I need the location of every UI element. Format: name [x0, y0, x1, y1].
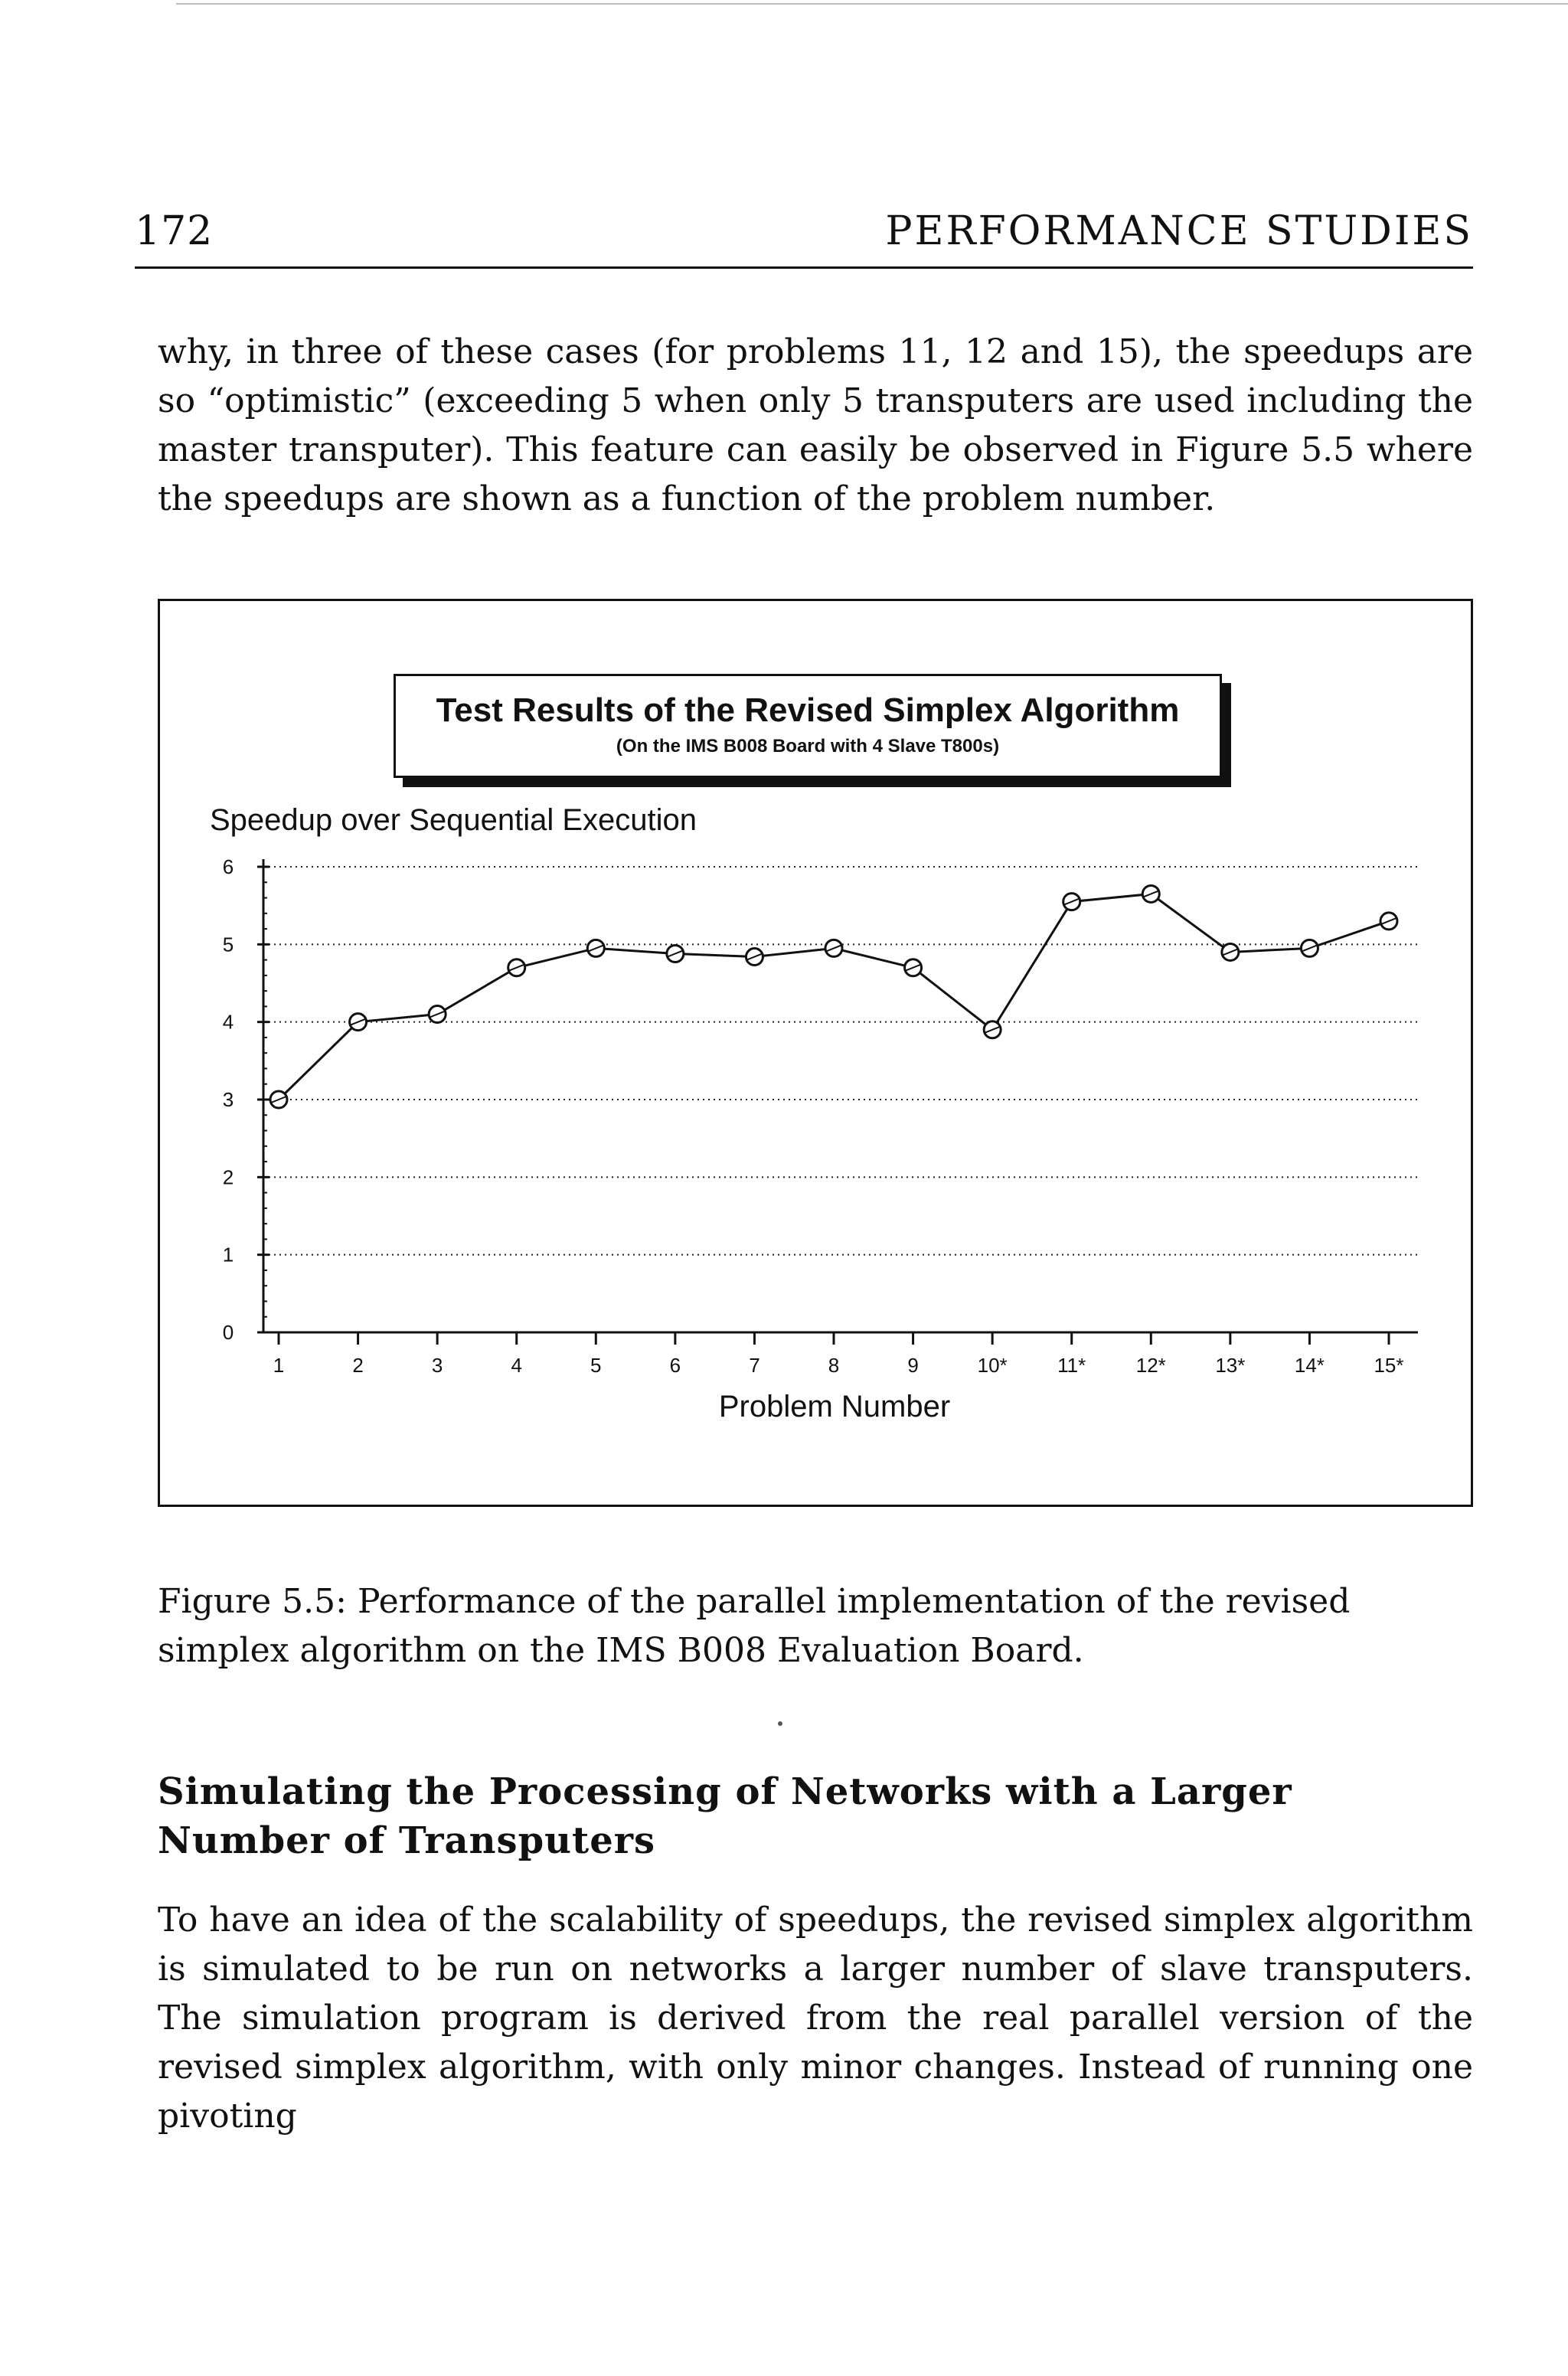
x-axis-label: Problem Number [718, 1390, 951, 1423]
x-tick-label-1: 1 [273, 1354, 285, 1377]
section-paragraph: To have an idea of the scalability of speedups, the revised simplex algorithm is simulated to be run on networks a larger number of slave transputers. The simulation program is derived from the real parallel version of the revised simplex algorithm, with only minor changes. Instead of running one pivoting [158, 1900, 1473, 2136]
x-tick-label-14: 14* [1294, 1354, 1325, 1377]
chart-subtitle: (On the IMS B008 Board with 4 Slave T800s) [616, 736, 1000, 757]
x-tick-label-9: 9 [907, 1354, 919, 1377]
y-tick-label-5: 5 [222, 933, 234, 956]
x-tick-label-8: 8 [828, 1354, 840, 1377]
series-line-0 [279, 894, 1389, 1100]
x-tick-label-2: 2 [352, 1354, 364, 1377]
page-header [135, 208, 1473, 269]
chart-title: Test Results of the Revised Simplex Algorithm [436, 691, 1180, 729]
x-tick-label-4: 4 [511, 1354, 522, 1377]
y-tick-label-3: 3 [222, 1088, 234, 1111]
x-tick-label-7: 7 [749, 1354, 760, 1377]
y-axis-label: Speedup over Sequential Execution [210, 803, 697, 837]
y-tick-label-4: 4 [222, 1010, 234, 1034]
running-head: PERFORMANCE STUDIES [885, 208, 1473, 254]
x-tick-label-3: 3 [431, 1354, 443, 1377]
section-heading: Simulating the Processing of Networks with a Larger Number of Transputers [158, 1770, 1292, 1862]
x-tick-label-12: 12* [1135, 1354, 1166, 1377]
y-tick-label-0: 0 [222, 1321, 234, 1344]
x-tick-label-6: 6 [669, 1354, 681, 1377]
x-tick-label-11: 11* [1057, 1354, 1086, 1377]
y-tick-label-2: 2 [222, 1165, 234, 1189]
chart-title-box [394, 674, 1222, 778]
figure-caption: Figure 5.5: Performance of the parallel implementation of the revised simplex algorithm on the IMS B008 Evaluation Board. [158, 1582, 1351, 1670]
page-number: 172 [135, 208, 214, 254]
x-tick-label-10: 10* [977, 1354, 1008, 1377]
top-edge-rule [176, 3, 1568, 5]
stray-mark [778, 1721, 782, 1726]
x-tick-label-13: 13* [1215, 1354, 1246, 1377]
y-tick-label-6: 6 [222, 855, 234, 878]
y-tick-label-1: 1 [222, 1243, 234, 1266]
intro-paragraph: why, in three of these cases (for problems 11, 12 and 15), the speedups are so “optimistic” (exceeding 5 when only 5 transputers are used including the master transputer). This feature can easily be observed in Figure 5.5 where the speedups are shown as a function of the problem number. [158, 332, 1473, 518]
x-tick-label-5: 5 [590, 1354, 602, 1377]
x-tick-label-15: 15* [1374, 1354, 1404, 1377]
